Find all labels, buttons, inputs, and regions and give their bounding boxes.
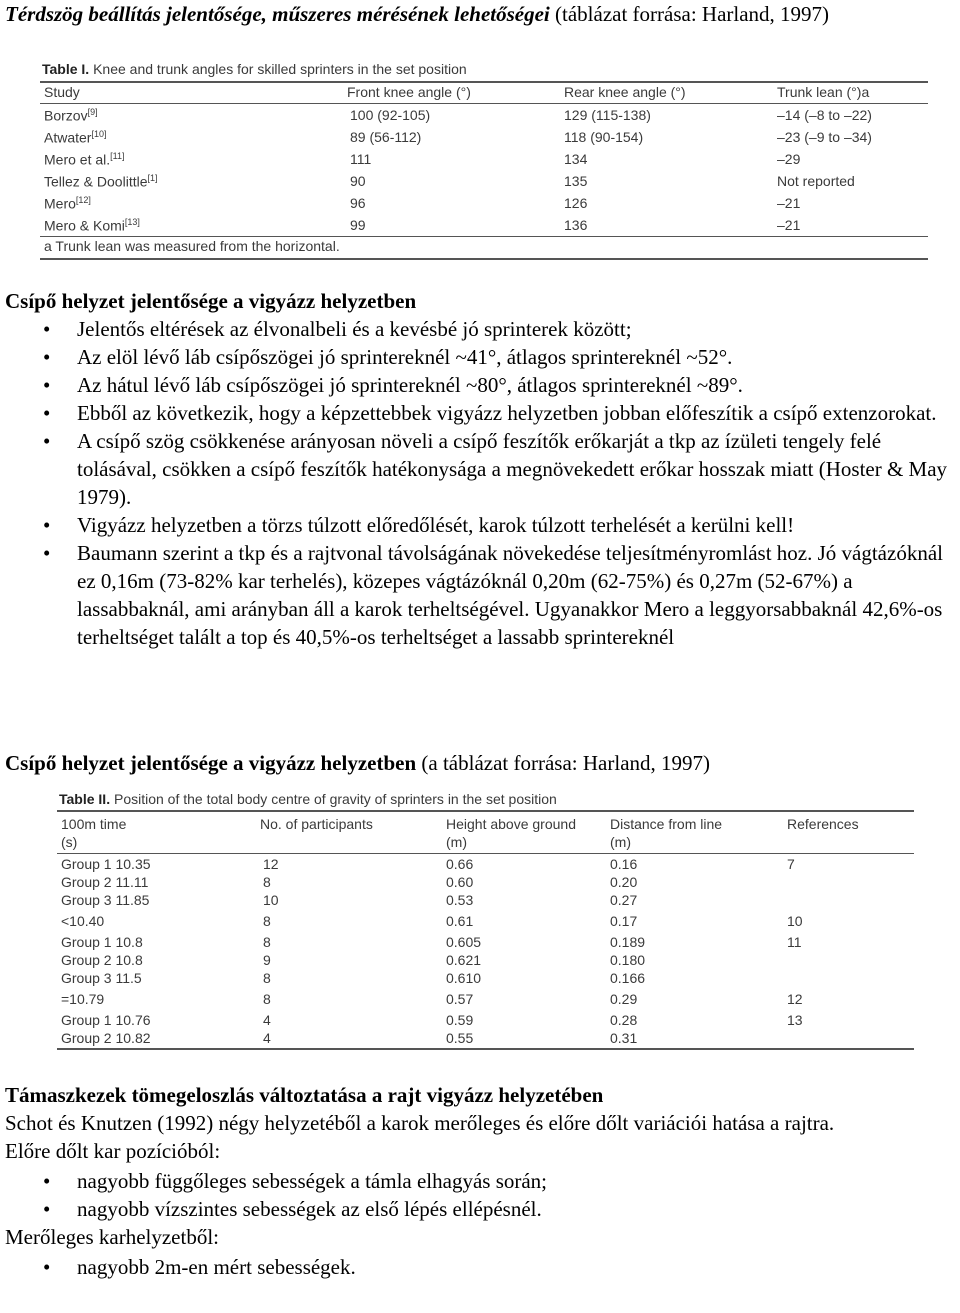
list-item — [5, 371, 960, 399]
table1-cell-trunk: –23 (–9 to –34) — [777, 129, 872, 145]
table2-header-time-unit: (s) — [61, 834, 78, 850]
list-item — [5, 539, 960, 651]
table1-cell-trunk: –21 — [777, 195, 801, 211]
table-centre-of-gravity — [57, 786, 914, 1051]
table1-cell-study — [44, 107, 98, 124]
table1-cell-study — [44, 195, 91, 212]
table2-header-participants: No. of participants — [260, 816, 373, 832]
table2-cell-dist: 0.28 — [610, 1012, 638, 1028]
table1-cell-study — [44, 173, 158, 190]
table1-study-name: Atwater — [44, 129, 92, 146]
table2-cell-height: 0.59 — [446, 1012, 474, 1028]
table2-cell-group: Group 1 10.76 — [61, 1012, 151, 1028]
bullet-icon: • — [43, 1169, 51, 1193]
table1-cell-study — [44, 151, 124, 168]
bullet-icon: • — [43, 541, 51, 565]
table1-study-ref: [13] — [124, 217, 140, 227]
table1-cell-front: 89 (56-112) — [350, 129, 422, 145]
table2-cell-height: 0.61 — [446, 913, 474, 929]
list-item — [5, 1195, 960, 1223]
list-item — [5, 343, 960, 371]
table1-cell-rear: 135 — [564, 173, 588, 189]
table1-study-ref: [12] — [75, 195, 91, 205]
table2-cell-dist: 0.27 — [610, 892, 638, 908]
section-support-hands — [5, 1081, 960, 1281]
heading-knee-angle — [5, 0, 960, 28]
heading2-source: (a táblázat forrása: Harland, 1997) — [421, 751, 711, 775]
list-item — [5, 1253, 960, 1281]
section3-sub1-list — [5, 1167, 960, 1223]
table1-caption-label: Table I. — [42, 61, 90, 77]
table2-header-height-unit: (m) — [446, 834, 467, 850]
table2-cell-height: 0.53 — [446, 892, 474, 908]
table1-cell-trunk: –14 (–8 to –22) — [777, 107, 872, 123]
table1-cell-rear: 136 — [564, 217, 588, 233]
table1-cell-trunk: –29 — [777, 151, 801, 167]
table2-caption — [59, 791, 557, 807]
list-item — [5, 1167, 960, 1195]
table1-study-name: Mero & Komi — [44, 217, 125, 234]
table2-cell-n: 8 — [263, 991, 271, 1007]
bullet-icon: • — [43, 345, 51, 369]
table1-caption-text: Knee and trunk angles for skilled sprinters in the set position — [93, 61, 467, 77]
table2-header-distance: Distance from line — [610, 816, 723, 832]
table2-cell-group: =10.79 — [61, 991, 105, 1007]
section1-bullet-list — [5, 315, 960, 651]
list-item — [5, 399, 960, 427]
table1-cell-front: 100 (92-105) — [350, 107, 431, 123]
table2-cell-height: 0.60 — [446, 874, 474, 890]
list-item-text: nagyobb függőleges sebességek a támla elhagyás során; — [77, 1169, 548, 1193]
table2-cell-ref: 7 — [787, 856, 795, 872]
table2-cell-height: 0.605 — [446, 934, 482, 950]
table2-cell-ref: 12 — [787, 991, 803, 1007]
bullet-icon: • — [43, 373, 51, 397]
table2-cell-n: 10 — [263, 892, 279, 908]
table2-cell-n: 4 — [263, 1012, 271, 1028]
section3-sub2: Merőleges karhelyzetből: — [5, 1225, 219, 1249]
table2-cell-n: 4 — [263, 1030, 271, 1046]
table2-cell-group: Group 1 10.35 — [61, 856, 151, 872]
table1-study-ref: [10] — [91, 129, 107, 139]
bullet-icon: • — [43, 513, 51, 537]
table1-cell-rear: 134 — [564, 151, 588, 167]
section3-title: Támaszkezek tömegeloszlás változtatása a rajt vigyázz helyzetében — [5, 1083, 604, 1107]
list-item-text: Baumann szerint a tkp és a rajtvonal távolságának növekedése teljesítményromlást hoz. Jó vágtázóknál ez 0,16m (73-82% kar terhelés), közepes vágtázóknál 0,20m (62-75%) és 0,27m (52-67%) a lassabbaknál, ami arányban áll a karok terheltségével. Ugyanakkor Mero a leggyorsabbaknál 42,6%-os terheltséget talált a top és 40,5%-os terheltséget a lassabb sprintereknél — [77, 541, 943, 649]
section3-sub1: Előre dőlt kar pozícióból: — [5, 1139, 221, 1163]
table2-cell-n: 8 — [263, 970, 271, 986]
table2-cell-dist: 0.166 — [610, 970, 646, 986]
section3-sub2-list — [5, 1253, 960, 1281]
table2-cell-dist: 0.20 — [610, 874, 638, 890]
table2-end-rule — [57, 1048, 914, 1050]
list-item-text: Az elöl lévő láb csípőszögei jó sprintereknél ~41°, átlagos sprintereknél ~52°. — [77, 345, 733, 369]
table2-header-rule — [57, 853, 914, 854]
table1-cell-front: 96 — [350, 195, 366, 211]
list-item-text: Vigyázz helyzetben a törzs túlzott előredőlését, karok túlzott terhelését a kerülni kell! — [77, 513, 795, 537]
table2-cell-dist: 0.16 — [610, 856, 638, 872]
table1-header-study: Study — [44, 84, 80, 100]
table2-cell-n: 9 — [263, 952, 271, 968]
table1-footnote: a Trunk lean was measured from the horizontal. — [44, 238, 340, 254]
table1-top-rule — [40, 81, 928, 83]
table2-cell-ref: 10 — [787, 913, 803, 929]
table1-caption — [42, 61, 467, 77]
list-item-text: nagyobb 2m-en mért sebességek. — [77, 1255, 356, 1279]
table1-study-ref: [9] — [87, 107, 98, 117]
bullet-icon: • — [43, 1197, 51, 1221]
table2-cell-n: 8 — [263, 934, 271, 950]
table2-cell-group: Group 2 11.11 — [61, 874, 149, 890]
list-item — [5, 315, 960, 343]
table1-bottom-rule — [40, 236, 928, 237]
list-item — [5, 511, 960, 539]
table2-cell-dist: 0.17 — [610, 913, 638, 929]
heading-knee-angle-source: (táblázat forrása: Harland, 1997) — [555, 2, 830, 26]
table1-header-trunk: Trunk lean (°)a — [777, 84, 870, 100]
table2-cell-group: Group 3 11.85 — [61, 892, 150, 908]
bullet-icon: • — [43, 429, 51, 453]
table2-cell-dist: 0.180 — [610, 952, 646, 968]
bullet-icon: • — [43, 1255, 51, 1279]
table1-cell-rear: 126 — [564, 195, 588, 211]
table2-cell-ref: 11 — [787, 934, 802, 950]
table1-cell-front: 111 — [350, 151, 372, 167]
table2-cell-n: 8 — [263, 874, 271, 890]
table2-cell-dist: 0.31 — [610, 1030, 638, 1046]
table2-cell-group: Group 2 10.8 — [61, 952, 143, 968]
table1-end-rule — [40, 258, 928, 260]
table1-cell-front: 99 — [350, 217, 366, 233]
table-knee-trunk-angles — [40, 60, 928, 265]
table1-cell-trunk: –21 — [777, 217, 801, 233]
table2-cell-dist: 0.29 — [610, 991, 638, 1007]
table2-header-height: Height above ground — [446, 816, 576, 832]
table2-caption-text: Position of the total body centre of gravity of sprinters in the set position — [113, 791, 557, 807]
list-item-text: Az hátul lévő láb csípőszögei jó sprintereknél ~80°, átlagos sprintereknél ~89°. — [77, 373, 743, 397]
table1-cell-rear: 129 (115-138) — [564, 107, 651, 123]
table2-cell-height: 0.66 — [446, 856, 474, 872]
bullet-icon: • — [43, 401, 51, 425]
bullet-icon: • — [43, 317, 51, 341]
table2-header-references: References — [787, 816, 859, 832]
table1-header-front: Front knee angle (°) — [347, 84, 471, 100]
table2-cell-height: 0.57 — [446, 991, 474, 1007]
table1-study-ref: [1] — [147, 173, 158, 183]
table1-cell-rear: 118 (90-154) — [564, 129, 644, 145]
section1-title: Csípő helyzet jelentősége a vigyázz helyzetben — [5, 289, 417, 313]
table1-cell-study — [44, 217, 140, 234]
heading-knee-angle-bold: Térdszög beállítás jelentősége, műszeres mérésének lehetőségei — [5, 2, 550, 26]
list-item-text: Jelentős eltérések az élvonalbeli és a kevésbé jó sprinterek között; — [77, 317, 632, 341]
table1-cell-front: 90 — [350, 173, 366, 189]
heading-hip-position-table — [5, 749, 960, 777]
table2-header-distance-unit: (m) — [610, 834, 631, 850]
table2-caption-label: Table II. — [59, 791, 111, 807]
table2-cell-dist: 0.189 — [610, 934, 646, 950]
table1-study-ref: [11] — [110, 151, 125, 161]
list-item-text: A csípő szög csökkenése arányosan növeli a csípő feszítők erőkarját a tkp az ízületi tengely felé tolásával, csökken a csípő feszítők hatékonysága a megnövekedett erőkar hosszak miatt (Hoster & May 1979). — [77, 429, 948, 509]
table1-cell-trunk: Not reported — [777, 173, 855, 189]
table1-study-name: Tellez & Doolittle — [44, 173, 148, 190]
table2-cell-n: 12 — [263, 856, 279, 872]
table2-cell-ref: 13 — [787, 1012, 803, 1028]
list-item-text: nagyobb vízszintes sebességek az első lépés ellépésnél. — [77, 1197, 542, 1221]
table1-header-rear: Rear knee angle (°) — [564, 84, 686, 100]
table2-header-time: 100m time — [61, 816, 127, 832]
table2-cell-group: Group 3 11.5 — [61, 970, 142, 986]
table2-cell-height: 0.55 — [446, 1030, 474, 1046]
table1-study-name: Mero et al. — [44, 151, 111, 168]
heading2-bold: Csípő helyzet jelentősége a vigyázz helyzetben — [5, 751, 417, 775]
list-item-text: Ebből az következik, hogy a képzettebbek vigyázz helyzetben jobban előfeszítik a csípő extenzorokat. — [77, 401, 937, 425]
table2-cell-group: <10.40 — [61, 913, 105, 929]
list-item — [5, 427, 960, 511]
table2-cell-height: 0.621 — [446, 952, 482, 968]
table2-cell-group: Group 1 10.8 — [61, 934, 143, 950]
table1-header-rule — [40, 103, 928, 104]
table1-study-name: Mero — [44, 195, 76, 212]
table1-cell-study — [44, 129, 106, 146]
section-hip-position — [5, 287, 960, 651]
table2-cell-height: 0.610 — [446, 970, 482, 986]
table2-top-rule — [57, 810, 914, 812]
table1-study-name: Borzov — [44, 107, 88, 124]
table2-cell-group: Group 2 10.82 — [61, 1030, 151, 1046]
section3-intro: Schot és Knutzen (1992) négy helyzetéből a karok merőleges és előre dőlt variációi hatása a rajtra. — [5, 1111, 835, 1135]
table2-cell-n: 8 — [263, 913, 271, 929]
